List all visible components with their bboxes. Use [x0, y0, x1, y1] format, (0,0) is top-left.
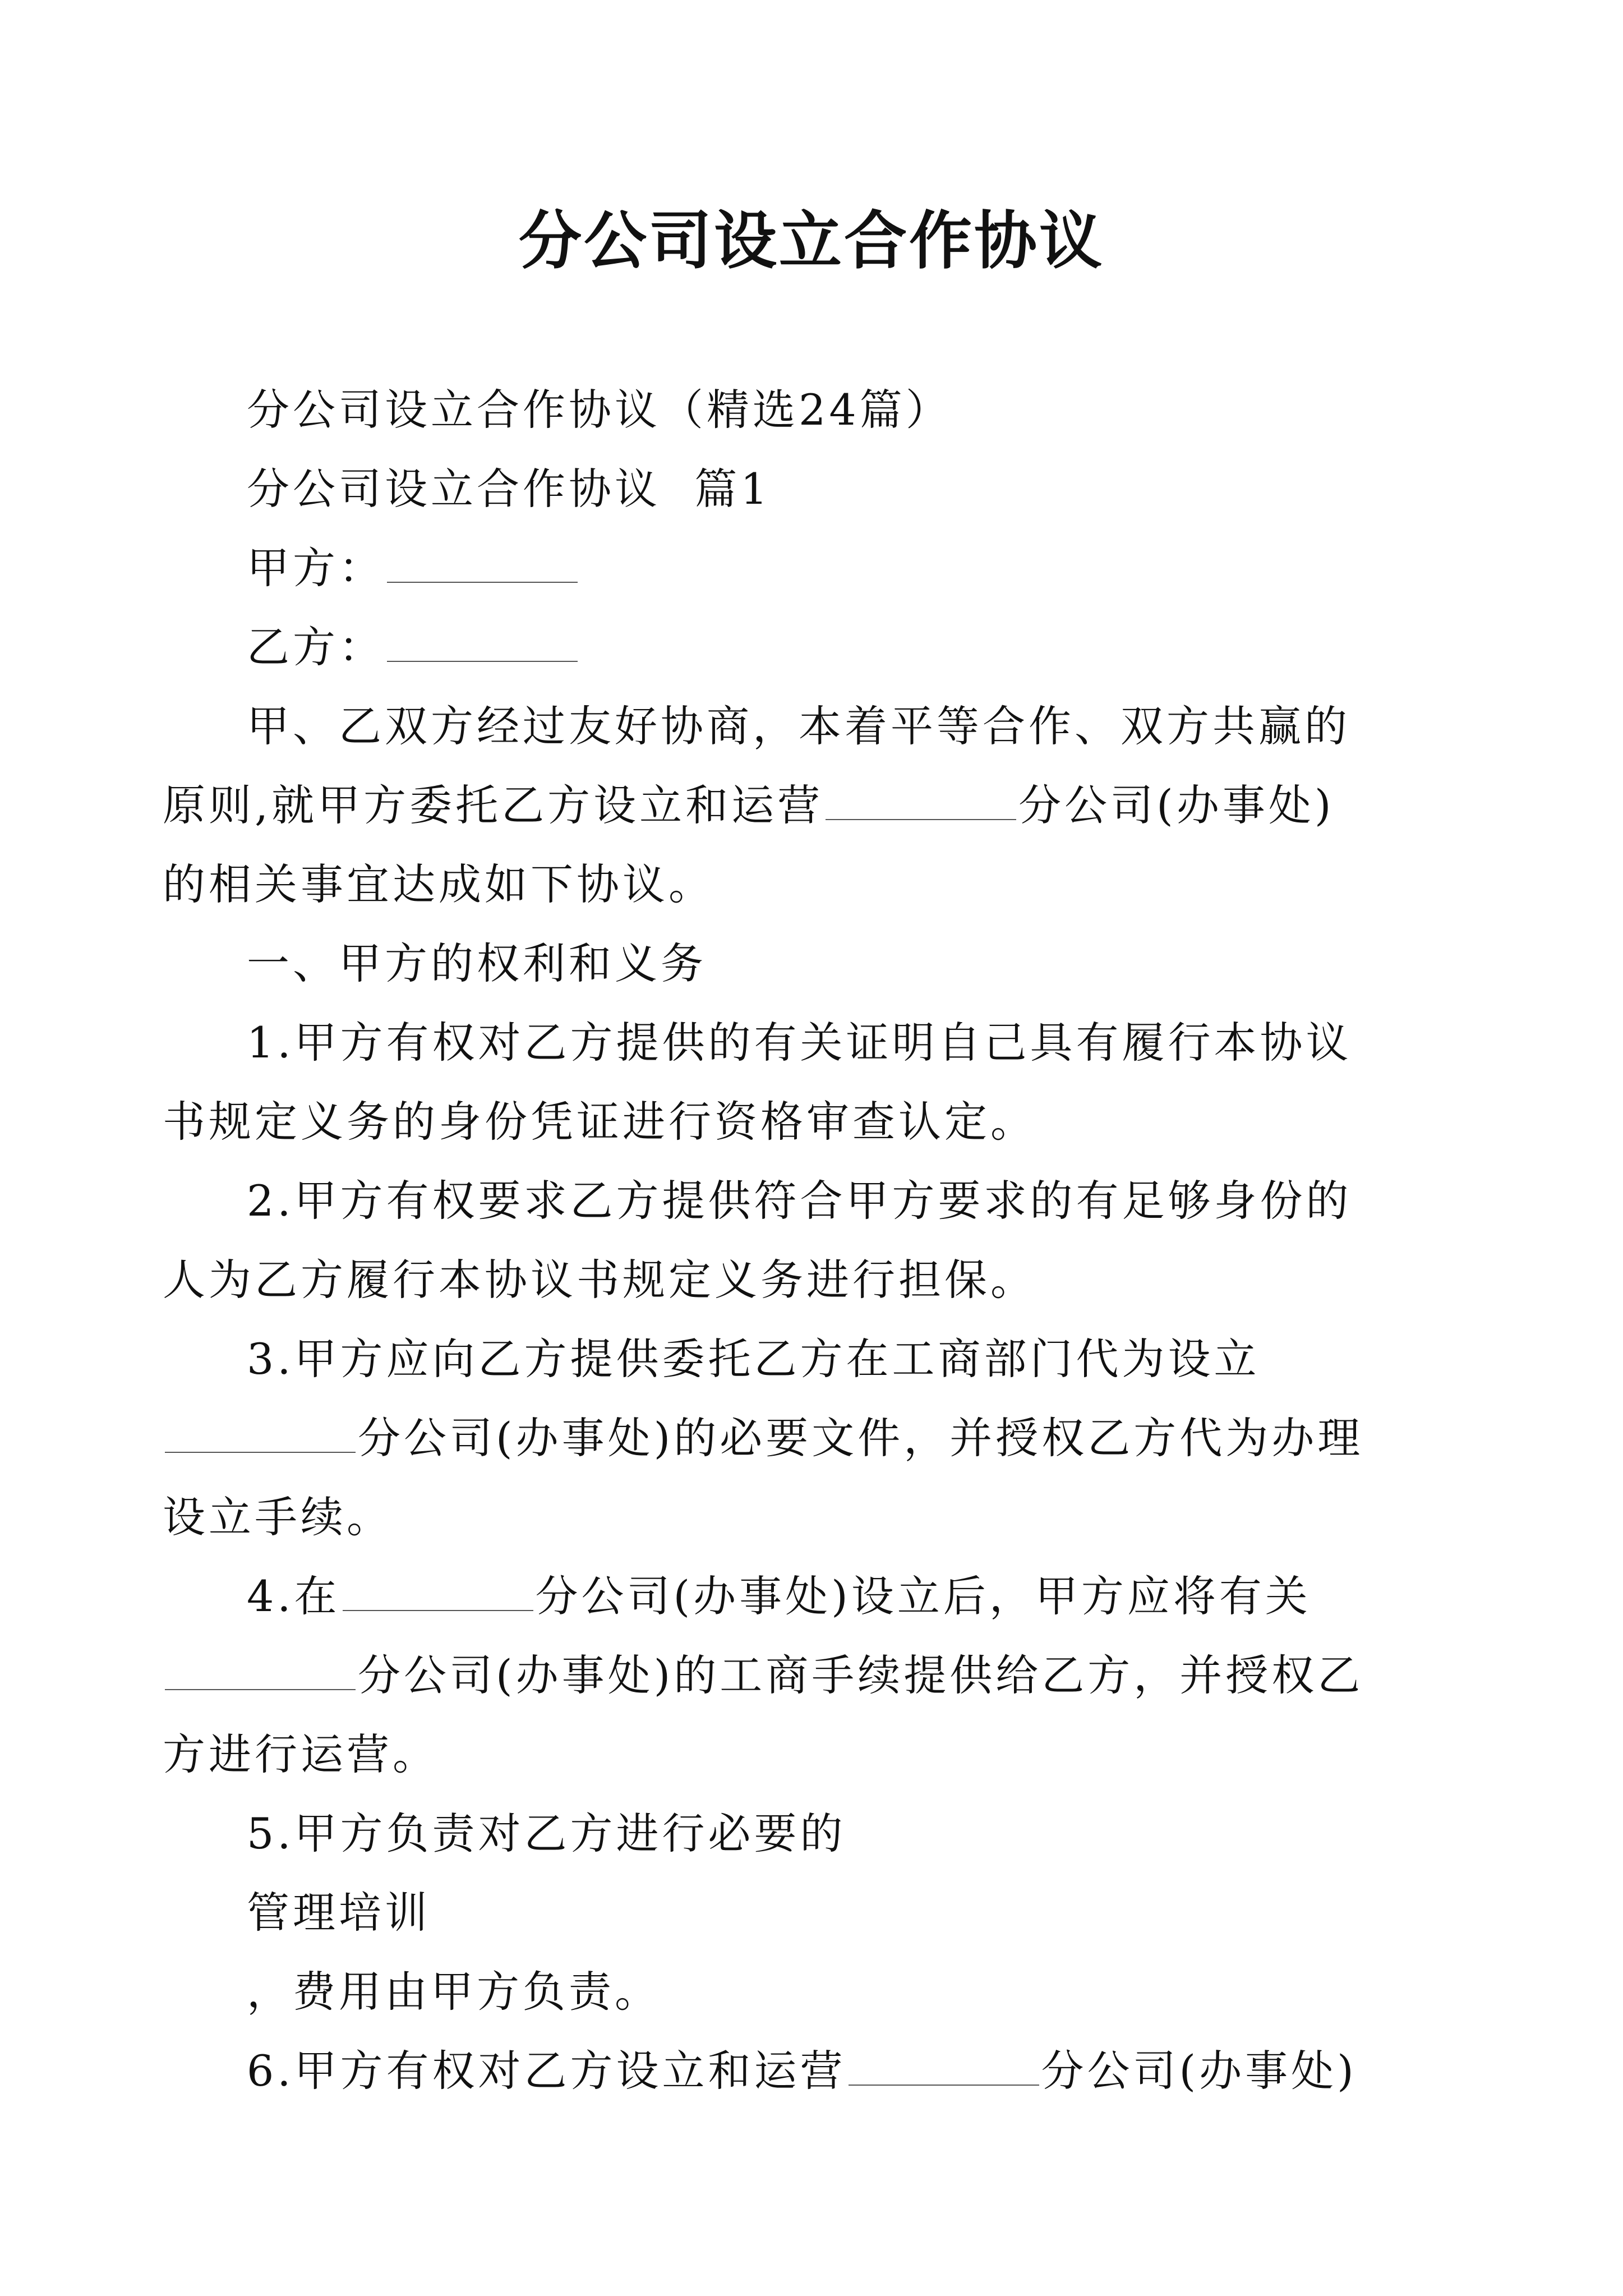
party-b-line — [247, 608, 1380, 687]
item-4-text-a: 4.在 — [247, 1571, 340, 1621]
item-6 — [247, 2031, 1402, 2110]
party-a-label: 甲方： — [247, 543, 385, 593]
intro-blank — [826, 785, 1016, 820]
item-5-line-1: 5.甲方负责对乙方进行必要的 — [247, 1809, 846, 1858]
party-b-label: 乙方： — [247, 622, 385, 672]
subtitle-line: 分公司设立合作协议（精选24篇） — [247, 385, 952, 435]
party-a-line — [247, 528, 1380, 608]
document-title: 分公司设立合作协议 — [519, 204, 1104, 278]
party-a-blank — [387, 548, 578, 583]
item-5-line-2: 管理培训 — [247, 1888, 431, 1938]
item-6-blank — [849, 2051, 1039, 2086]
item-6-text-a: 6.甲方有权对乙方设立和运营 — [247, 2046, 846, 2096]
item-5-line-3: ，费用由甲方负责。 — [247, 1967, 661, 2017]
party-b-blank — [387, 627, 578, 662]
item-3-text-a: 3.甲方应向乙方提供委托乙方在工商部门代为设立 — [247, 1334, 1260, 1384]
intro-paragraph — [163, 687, 1380, 924]
item-4-text-b: 分公司(办事处)设立后，甲方应将有关 — [535, 1571, 1311, 1621]
item-3-blank — [165, 1418, 356, 1453]
item-3 — [163, 1319, 1380, 1557]
item-2: 2.甲方有权要求乙方提供符合甲方要求的有足够身份的人为乙方履行本协议书规定义务进行担保。 — [163, 1176, 1352, 1305]
item-4-blank-2 — [165, 1655, 356, 1690]
item-1: 1.甲方有权对乙方提供的有关证明自己具有履行本协议书规定义务的身份凭证进行资格审查认定。 — [163, 1018, 1352, 1147]
intro-text-2: 分公司(办事处)的相关事宜达成如下协议。 — [163, 780, 1335, 909]
item-4-blank-1 — [343, 1576, 533, 1611]
item-6-text-b: 分公司(办事处) — [1041, 2046, 1357, 2096]
item-3-text-b: 分公司(办事处)的必要文件，并授权乙方代为办理设立手续。 — [163, 1413, 1364, 1542]
item-4 — [163, 1557, 1380, 1794]
intro-text-1: 甲、乙双方经过友好协商，本着平等合作、双方共赢的原则,就甲方委托乙方设立和运营 — [163, 701, 1350, 830]
chapter-line: 分公司设立合作协议 篇1 — [247, 464, 771, 514]
item-4-text-c: 分公司(办事处)的工商手续提供给乙方，并授权乙方进行运营。 — [163, 1650, 1364, 1779]
section-1-heading: 一、甲方的权利和义务 — [247, 938, 707, 988]
